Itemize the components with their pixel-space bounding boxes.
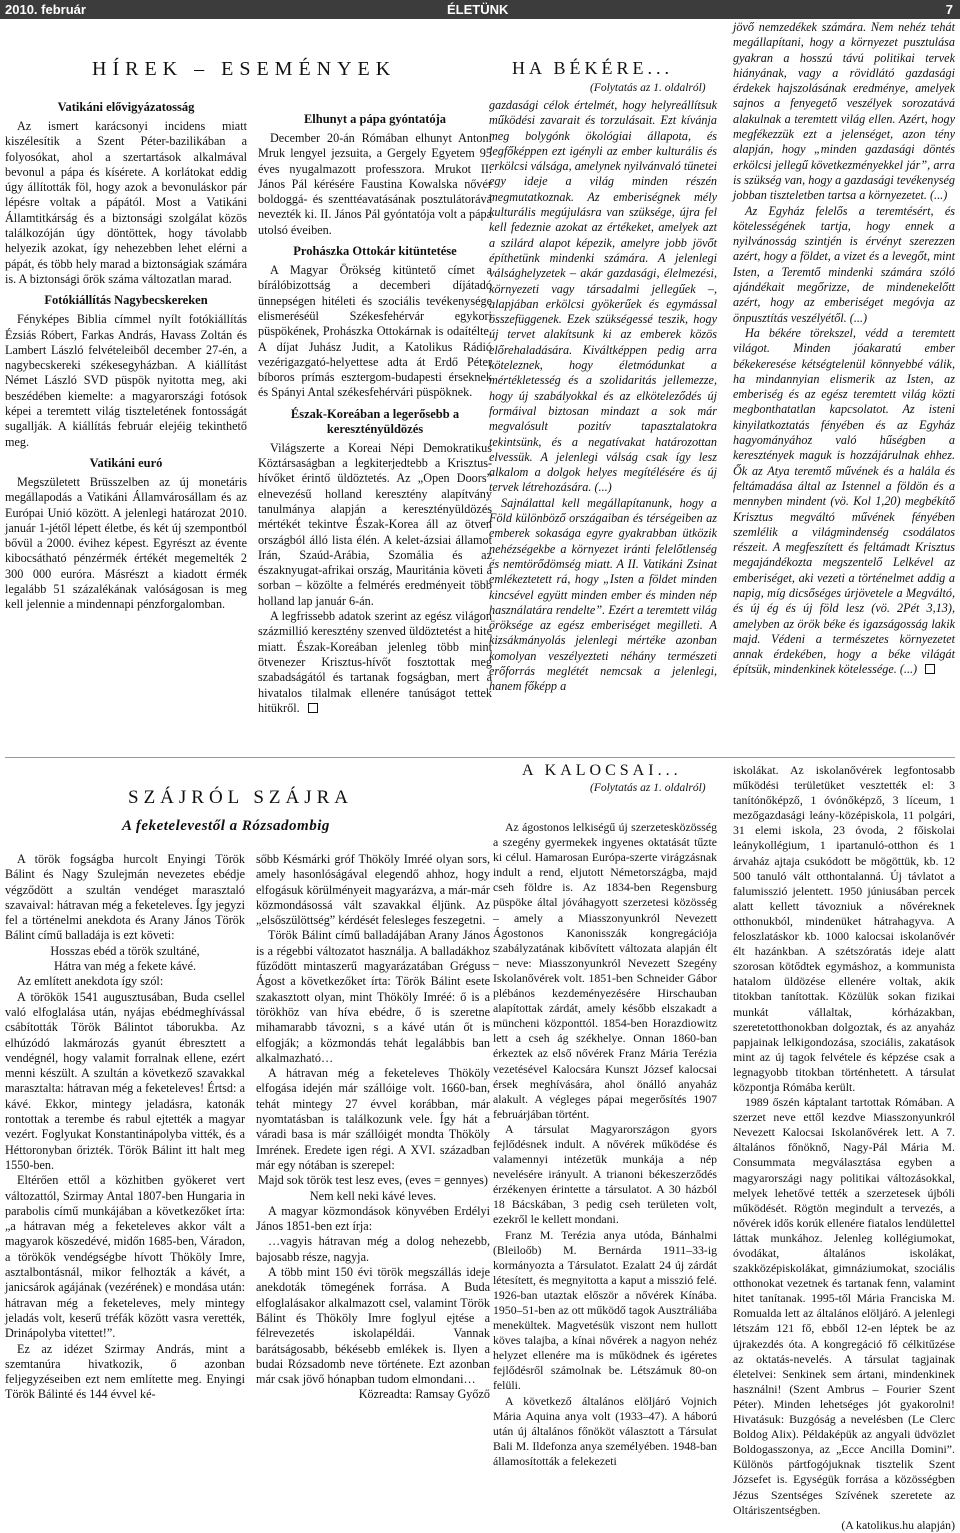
article-paragraph: Hátra van még a fekete kávé. [53,959,197,974]
bekere-column-1 [489,98,717,695]
kalocsai-column-1 [493,820,717,1469]
article-signature: Közreadta: Ramsay Győző [358,1387,490,1402]
article-paragraph: December 20-án Rómában elhunyt Antoni Mruk lengyel jezsuita, a Gergely Egyetem 95 éves nyugalmazott professzora. Mrukot II. János Pál kérésére Faustina Kowalska nővér boldoggá- és szenttéavatásának posztulátorává nevezték ki. II. János Pál gyóntatója volt a pápa utolsó éveiben. [258,131,492,237]
article-paragraph: iskolákat. Az iskolanővérek legfontosabb működési területüket vesztették el: 3 tanítónőképző, 1 óvónőképző, 3 líceum, 1 mezőgazdasági leány-középiskola, 11 polgári, 31 elemi iskola, 23 óvoda, 2 főiskolai leánykollégium, 1 ipartanuló-otthon és 1 árvaház ajtaja csukódott be mögöttük, kb. 12 500 tanuló vált otthontalanná. Új távlatot a falumisszió jelentett. 1950 júniusában percek alatt kellett távozniuk a nővéreknek otthonukból, mindenüket hátrahagyva. A feloszlatáskor kb. 1000 kalocsai iskolanővér élt hazánkban. A szétszóratás ideje alatt szorosan kötődtek egymáshoz, a kommunista hatalom üldözése ellenére voltak, akik titokban tanítottak. Közülük sokan fizikai munkát vállaltak, kórházakban, szeretetotthonokban dolgoztak, és az anyaház papjainak lelkigondozása, szociális, zakatások mint az új tagok felvétele és képzése csak a legnagyobb titokban történhetett. A társulat központja Rómába került. [733,763,955,1094]
kalocsai-continuation-note: (Folytatás az 1. oldalról) [590,782,706,794]
article-paragraph: A több mint 150 évi török megszállás ideje anekdoták tömegének forrása. A Buda elfoglalásakor alkalmazott csel, valamint Török Bálint és Thököly Imre foglyul ejtése a félrevezetés iskolapéldái. Vannak barátságosabb, békésebb emlékek is. Ilyen a budai Rózsadomb neve története. Ezt azonban már csak jövő hónapban tudom elmondani… [256,1265,490,1387]
article-paragraph: Nem kell neki kávé leves. [309,1188,437,1203]
page-header-bar [0,0,960,19]
article-paragraph: Az Egyház felelős a teremtésért, és kötelességének tartja, hogy ennek a nyilvánosság szintjén is érvényt szerezzen azért, hogy a földet, a vizet és a levegőt, mint Isten, a Teremtő mindenki számára szóló ajándékait megőrizze, de mindenekelőtt azért, hogy az emberiséget megóvja az önpusztítás veszélyétől. (...) [733,203,955,325]
article-paragraph: …vagyis hátravan még a dolog nehezebb, bajosabb része, nagyja. [256,1234,490,1264]
szajrol-column-2 [256,852,490,1403]
article-paragraph: Eltérően ettől a közhitben gyökeret vert változattól, Szirmay Antal 1807-ben Hungaria in parabolis című munkájában a következőket írta: „a hátravan még a feketeleves akkor vált a magyarok köszedévé, midőn 1685-ben, Váradon, a törökök vendégségbe hívott Thököly Imre, asztalbontásnál, mikor felhozták a kávét, a janicsárok agájának (vezérének) e mondása után: hátravan még a feketeleves, mely mintegy jeladás volt, keserű tréfák között vasra verették, Drinápolyba vitettet!”. [5,1173,245,1341]
article-paragraph: Világszerte a Koreai Népi Demokratikus Köztársaságban a legkiterjedtebb a Krisztus-hívőket érintő üldöztetés. Az „Open Doors” elnevezésű holland keresztény alapítvány tanulmánya alapján a keresztényüldözés mértékét tekintve Észak-Korea áll az ötven országból álló lista élén. A kelet-ázsiai államot Irán, Szaúd-Arábia, Szomália és az északnyugat-afrikai ország, Mauritánia követi a sorban – közölte a felmérés eredményeit több holland lap január 6-án. [258,440,492,608]
page-number: 7 [945,2,953,17]
article-heading: Vatikáni elővigyázatosság [57,100,195,114]
newspaper-name: ÉLETÜNK [447,2,509,17]
article-paragraph: A török fogságba hurcolt Enyingi Török Bálint és Nagy Szulejmán nevezetes ebédje végződött a szultán vendéget marasztaló szavaival: hátravan még a feketeleves. Így jegyzi fel a történelmi anekdota és Arany János Török Bálint című balladája is ezt követi: [5,852,245,943]
hirek-column-1 [5,94,247,613]
hirek-section-title: HÍREK – ESEMÉNYEK [92,58,397,80]
bekere-continuation-note: (Folytatás az 1. oldalról) [590,82,706,94]
szajrol-subtitle: A feketelevestől a Rózsadombig [122,818,330,834]
issue-date: 2010. február [5,2,86,17]
article-heading: Vatikáni euró [89,455,163,470]
article-paragraph: sőbb Késmárki gróf Thököly Imréé olyan sors, amely hasonlóságával elegendő ahhoz, hogy elfogásuk körülményeit magyarázva, a már-már közmondásossá vált szavakkal éljünk. Az „elsőszülöttség” kérdését felesleges feszegetni. [256,852,490,928]
section-divider [5,757,955,758]
end-of-article-icon [308,703,318,713]
article-paragraph: Megszületett Brüsszelben az új monetáris megállapodás a Vatikáni Államvárosállam és az Európai Unió között. A jelenlegi határozat 2010. január 1-jétől lépett életbe, és két új szempontból bővül a 2000. évihez képest. Egyrészt az évente kibocsátható pénzérmék értékét megemelték 2 300 000 euróra. Másrészt a kiadott érmék legalább 51 százalékának valóságosan is meg kell jelennie a mindennapi pénzforgalomban. [5,474,247,612]
bekere-section-title: HA BÉKÉRE... [512,58,674,78]
article-signature: (A katolikus.hu alapján) [841,1517,955,1532]
article-paragraph: Franz M. Terézia anya utóda, Bánhalmi (Bleiloőb) M. Bernárda 1911–33-ig kormányozta a Társulatot. Ezalatt 24 új zárdát létesített, és megnyitotta a kaput a misszió felé. 1926-ban utaztak először a nővérek Kínába. 1950–51-ben az ott működő tagok Ausztráliába menekültek. Magvetésük viszont nem hullott köves talajba, a kínai nővérek a nagyon nehéz helyzet ellenére ma is működnek és igéretes fejlődésről számolnak be. Létszámuk 80-on felüli. [493,1227,717,1393]
article-paragraph: Hosszas ebéd a török szultáné, [50,943,200,958]
article-paragraph: Sajnálattal kell megállapítanunk, hogy a Föld különböző országaiban és térségeiben az emberek sokasága egyre gyakrabban ütközik nehézségekbe a környezet iránti felelőtlenség és nemtörődömség miatt. A II. Vatikáni Zsinat emlékeztetett rá, hogy „Isten a földet minden kincsével együtt minden ember és minden nép használatára rendelte”. Ezért a teremtett világ öröksége az egész emberiséget megilleti. A kizsákmányolás jelenlegi mértéke azonban komolyan veszélyezteti néhány természeti erőforrás meglétét nemcsak a jelenlegi, hanem főképp a [489,495,717,694]
article-paragraph: Ez az idézet Szirmay András, mint a szemtanúra hivatkozik, ő azonban feljegyzéseiben ezt nem említette meg. Enyingi Török Bálinté és 144 évvel ké- [5,1341,245,1402]
article-paragraph: Fényképes Biblia címmel nyílt fotókiállítás Ézsiás Róbert, Farkas András, Havass Zoltán és Lambert László felvételeiből december 27-én, a nagybecskereki székesegyházban. A kiállítást Német László SVD püspök nyitotta meg, aki beszédében kiemelte: a magyarországi fotósok képei a teremtett világ tiszteletének fontosságát sugallják. A kiállítás február elejéig tekinthető meg. [5,312,247,449]
bekere-column-2 [733,20,955,678]
article-paragraph: A törökök 1541 augusztusában, Buda csellel való elfoglalása után, nyájas ebédmeghívással csábították Török Bálintot táborukba. Az elhúzódó lakmározás gyanút ébresztett a vendégnél, hogy valamit forralnak ellene, ezért menni készült. A szultán a következő szavakkal marasztalta: hátravan még a feketeleves! Értsd: a kávé. Ekkor, mintegy jeladásra, katonák rontottak a terembe és rabul ejtették a magyar vezért. Foglyukat Konstantinápolyba vitték, és a Héttoronyban őrizték. Török Bálint itt halt meg 1550-ben. [5,989,245,1172]
article-paragraph: A Magyar Örökség kitüntető címet a bírálóbizottság a decemberi díjátadó ünnepségen hitéleti és szociális tevékenysége elismeréséül Székesfehérvár egykori püspökének, Prohászka Ottokárnak is odaítélte. A díjat Juhász Judit, a Katolikus Rádió vezérigazgató-helyettese adta át Erdő Péter bíboros prímás esztergom-budapesti érseknek és Spányi Antal székesfehérvári püspöknek. [258,263,492,400]
article-paragraph: A következő általános elöljáró Vojnich Mária Aquina anya volt (1933–47). A háború után új általános főnököt választott a Társulat Bali M. Ildefonza anya személyében. 1948-ban államosították a felekezeti [493,1393,717,1468]
article-heading: Prohászka Ottokár kitüntetése [293,244,457,259]
article-heading: Elhunyt a pápa gyóntatója [303,112,447,126]
article-paragraph: A hátravan még a feketeleves Thököly elfogása idején már szállóige volt. 1660-ban, tehát mintegy 27 évvel korábban, már nyomtatásban is találkozunk vele. Így hát a váradi basa is már szállóigét mondta Thököly Imrének. Eredete igen régi. A XVI. században már egy nótában is szerepel: [256,1066,490,1172]
article-paragraph: A társulat Magyarországon gyors fejlődésnek indult. A nővérek működése és valamennyi intézetük munkája a nép nevelésére irányult. A trianoni békeszerződés érzékenyen érintette a társulatot. A 30 házból 18 Bácskában, 3 pedig cseh területen volt, ezekről le kellett mondani. [493,1121,717,1227]
article-heading: Fotókiállítás Nagybecskereken [44,293,208,308]
kalocsai-column-2 [733,763,955,1533]
article-paragraph: 1989 őszén káptalant tartottak Rómában. A szerzet neve ettől kezdve Miasszonyunkról Nevezett Kalocsai Iskolanővérek lett. A 7. általános főnöknő, Nagy-Pál Mária M. Consummata megválasztása egyben a magyarországi nagy politikai változásokkal, melyek lehetővé tették a szerzetesek újbóli működését. Rögtön megindult a tervezés, a nővérek idős korúk ellenére fiatalos lendülettel láttak munkához. Jelenleg kollégiumokat, óvodákat, általános iskolákat, szakközépiskolákat, gimnáziumokat, szociális otthonokat vezetnek és tartanak fenn, valamint hitet tanítanak. 1995-től Mária Franciska M. Romualda lett az általános elöljáró. A jelenlegi létszám 121 fő, ebből 12-en léptek be az újrakezdés óta. A kongregáció fő célkitűzése az oktatás-nevelés. A társulat tagjainak életelvei: Senkinek sem ártani, mindenkinek használni! (Szent Ambrus – Fourier Szent Péter). Minden lehetséges jót gyakorolni! Hivatásuk: Buzgóság a nevelésben (Le Clerc Boldog Alix). Példaképük az angyali üdvözlet Boldogasszonya, az „Ecce Ancilla Domini”. Különös pártfogójuknak tisztelik Szent Józsefet is. Egységük forrása a közösségben Jézus Szentséges Szívének szeretete az Oltáriszentségben. [733,1095,955,1517]
article-paragraph: jövő nemzedékek számára. Nem nehéz tehát megállapítani, hogy a környezet pusztulása gyakran a hosszú távú politikai tervek hiányának, vagy a rövidlátó gazdasági érdekek hajszolásának eredménye, amelyek sajnos a fenyegető veszélyek sorozatává alakulnak a teremtett világ ellen. Azért, hogy megfékezzük ezt a jelenséget, azon tény alapján, hogy „minden gazdasági döntés erkölcsi jellegű következményekkel jár”, arra is szükség van, hogy a gazdasági tevékenység jobban tiszteletben tartsa a környezetet. (...) [733,20,955,203]
hirek-column-2 [258,106,492,716]
article-paragraph: Az említett anekdota így szól: [17,974,164,989]
article-paragraph: Az ágostonos lelkiségű új szerzetesközösség a szegény gyermekek ingyenes oktatását tűzte ki célul. Hamarosan Európa-szerte virágzásnak indult a rend, eljutott Németországba, majd cseh földre is. Az 1834-ben Regensburg püspöke által jóváhagyott szerzetesi közösség – amely a Miasszonyunkról Nevezett Ágostonos Kanonisszák kongregációja szabályzatának kibővített változata alapján élt – neve: Miasszonyunkról Nevezett Szegény Iskolanővérek volt. 1851-ben Schneider Gábor plébános kezdeményezésére Hirschauban alapítottak zárdát, amely később elszakadt a müncheni központtól. 1854-ben Horazdiowitz lett a cseh ág székhelye. Onnan 1860-ban érkeztek az első nővérek Franz Mária Terézia vezetésével Kalocsára Kunszt József kalocsai érsek meghívására, ahol önálló anyaház alakult. A végleges pápai megerősítés 1907 februárjában történt. [493,820,717,1121]
article-paragraph: Török Bálint című balladájában Arany János is a régebbi változatot használja. A balladákhoz fűződött mintaszerű magyarázatában Gréguss Ágost a következőket írta: Török Bálint esete szakasztott olyan, mint Thököly Imréé: ő is a törökhöz van híva ebédre, ő is szeretne mihamarabb távozni, s a kávé után őt is elfogják; a közmondás tehát legalábbis ban alkalmazható… [256,928,490,1065]
article-paragraph: gazdasági célok értelmét, hogy helyreállítsuk működési zavarait és torzulásait. Ezt kívánja meg bolygónk ökológiai állapota, és legfőképpen ezt igényli az ember kulturális és erkölcsi válsága, amelynek nyilvánvaló tünetei egy ideje a világ minden részén megmutatkoznak. Az emberiségnek mély kulturális megújulásra van szüksége, újra fel kell fedeznie azokat az értékeket, amelyek azt a szilárd alapot képezik, amelyre jobb jövőt építhetünk mindenki számára. A jelenlegi válsághelyzetek – akár gazdasági, élelmezési, környezeti vagy társadalmi jellegűek –, alapjában erkölcsi gyökerűek és egymással összefüggenek. Ezek szükségessé teszik, hogy új tervet alakítsunk ki az emberek közös előrehaladására. Kiváltképpen pedig arra köteleznek, hogy életmódunkat a mértékletesség és a szolidaritás jellemezze, hogy új szabályokkal és az elköteleződés új formáival biztosan mindazt a sok már megvalósult pozitív tapasztalatokra tekintsünk, és a negatívakat határozottan elvessük. A jelenlegi válság csak így lesz alkalom a dolgok helyes megítélésére és új tervek létrehozására. (...) [489,98,717,495]
szajrol-section-title: SZÁJRÓL SZÁJRA [128,787,354,808]
end-of-article-icon [925,664,935,674]
article-heading: Észak-Koreában a legerősebb a keresztényüldözés [290,406,460,436]
szajrol-column-1 [5,852,245,1403]
article-paragraph: A legfrissebb adatok szerint az egész világon százmillió keresztény szenved üldöztetést a hite miatt. Észak-Koreában jelenleg több mint ötvenezer Krisztus-hívőt fosztottak meg szabadságától és tartanak fogságban, mert a hivatalos tilalmak ellenére tanúságot tettek hitükről. [258,609,492,715]
article-paragraph: Majd sok török test lesz eves, (eves = gennyes) [258,1173,488,1188]
article-paragraph: Ha békére törekszel, védd a teremtett világot. Minden jóakaratú ember békekeresése kétségtelenül könnyebbé válik, ha mindannyian elismerik az Isten, az emberiség és az egész teremtett világ közti megbonthatatlan kapcsolatot. Az isteni kinyilatkoztatás fényében és az Egyház hagyományához való hűségben a keresztények maguk is hozzájárulnak ehhez. Ők az Atya teremtő művének és a halála és feltámadása által az Istennel a földön és a mennyben mindent (vö. Kol 1,20) megbékítő Krisztus megváltó művének fényében szemlélik a világmindenség csodálatos részeit. A megfeszített és feltámadt Krisztus megajándékozta megszentelő Lelkével az emberiséget, aki vezeti a történelmet addig a napig, míg dicsőséges úrjövetele a Megváltó, és új ég és új föld lesz (vö. 2Pét 3,13), amelyben az örök béke és igazságosság lakik majd. Védeni a természetes környezetet annak érdekében, hogy a béke világát építsük, mindenkinek kötelessége. (...) [733,325,955,677]
kalocsai-section-title: A KALOCSAI... [522,762,682,779]
article-paragraph: A magyar közmondások könyvében Erdélyi János 1851-ben ezt írja: [256,1203,490,1234]
article-paragraph: Az ismert karácsonyi incidens miatt kiszélesítik a Szent Péter-bazilikában a folyosókat, ahol a szertartások alkalmával bevonul a pápa és kísérete. A korlátokat eddig úgy állították föl, hogy azok a bevonuláskor pár lépésre voltak a pápától. Most a Vatikáni Államtitkárság és a biztonsági szolgálat közös találkozóján úgy döntöttek, hogy távolabb helyezik azokat, így nehezebben lehet elérni a pápát, és több hely marad a biztonságiak számára is. A biztonsági őrök száma változatlan marad. [5,119,247,286]
